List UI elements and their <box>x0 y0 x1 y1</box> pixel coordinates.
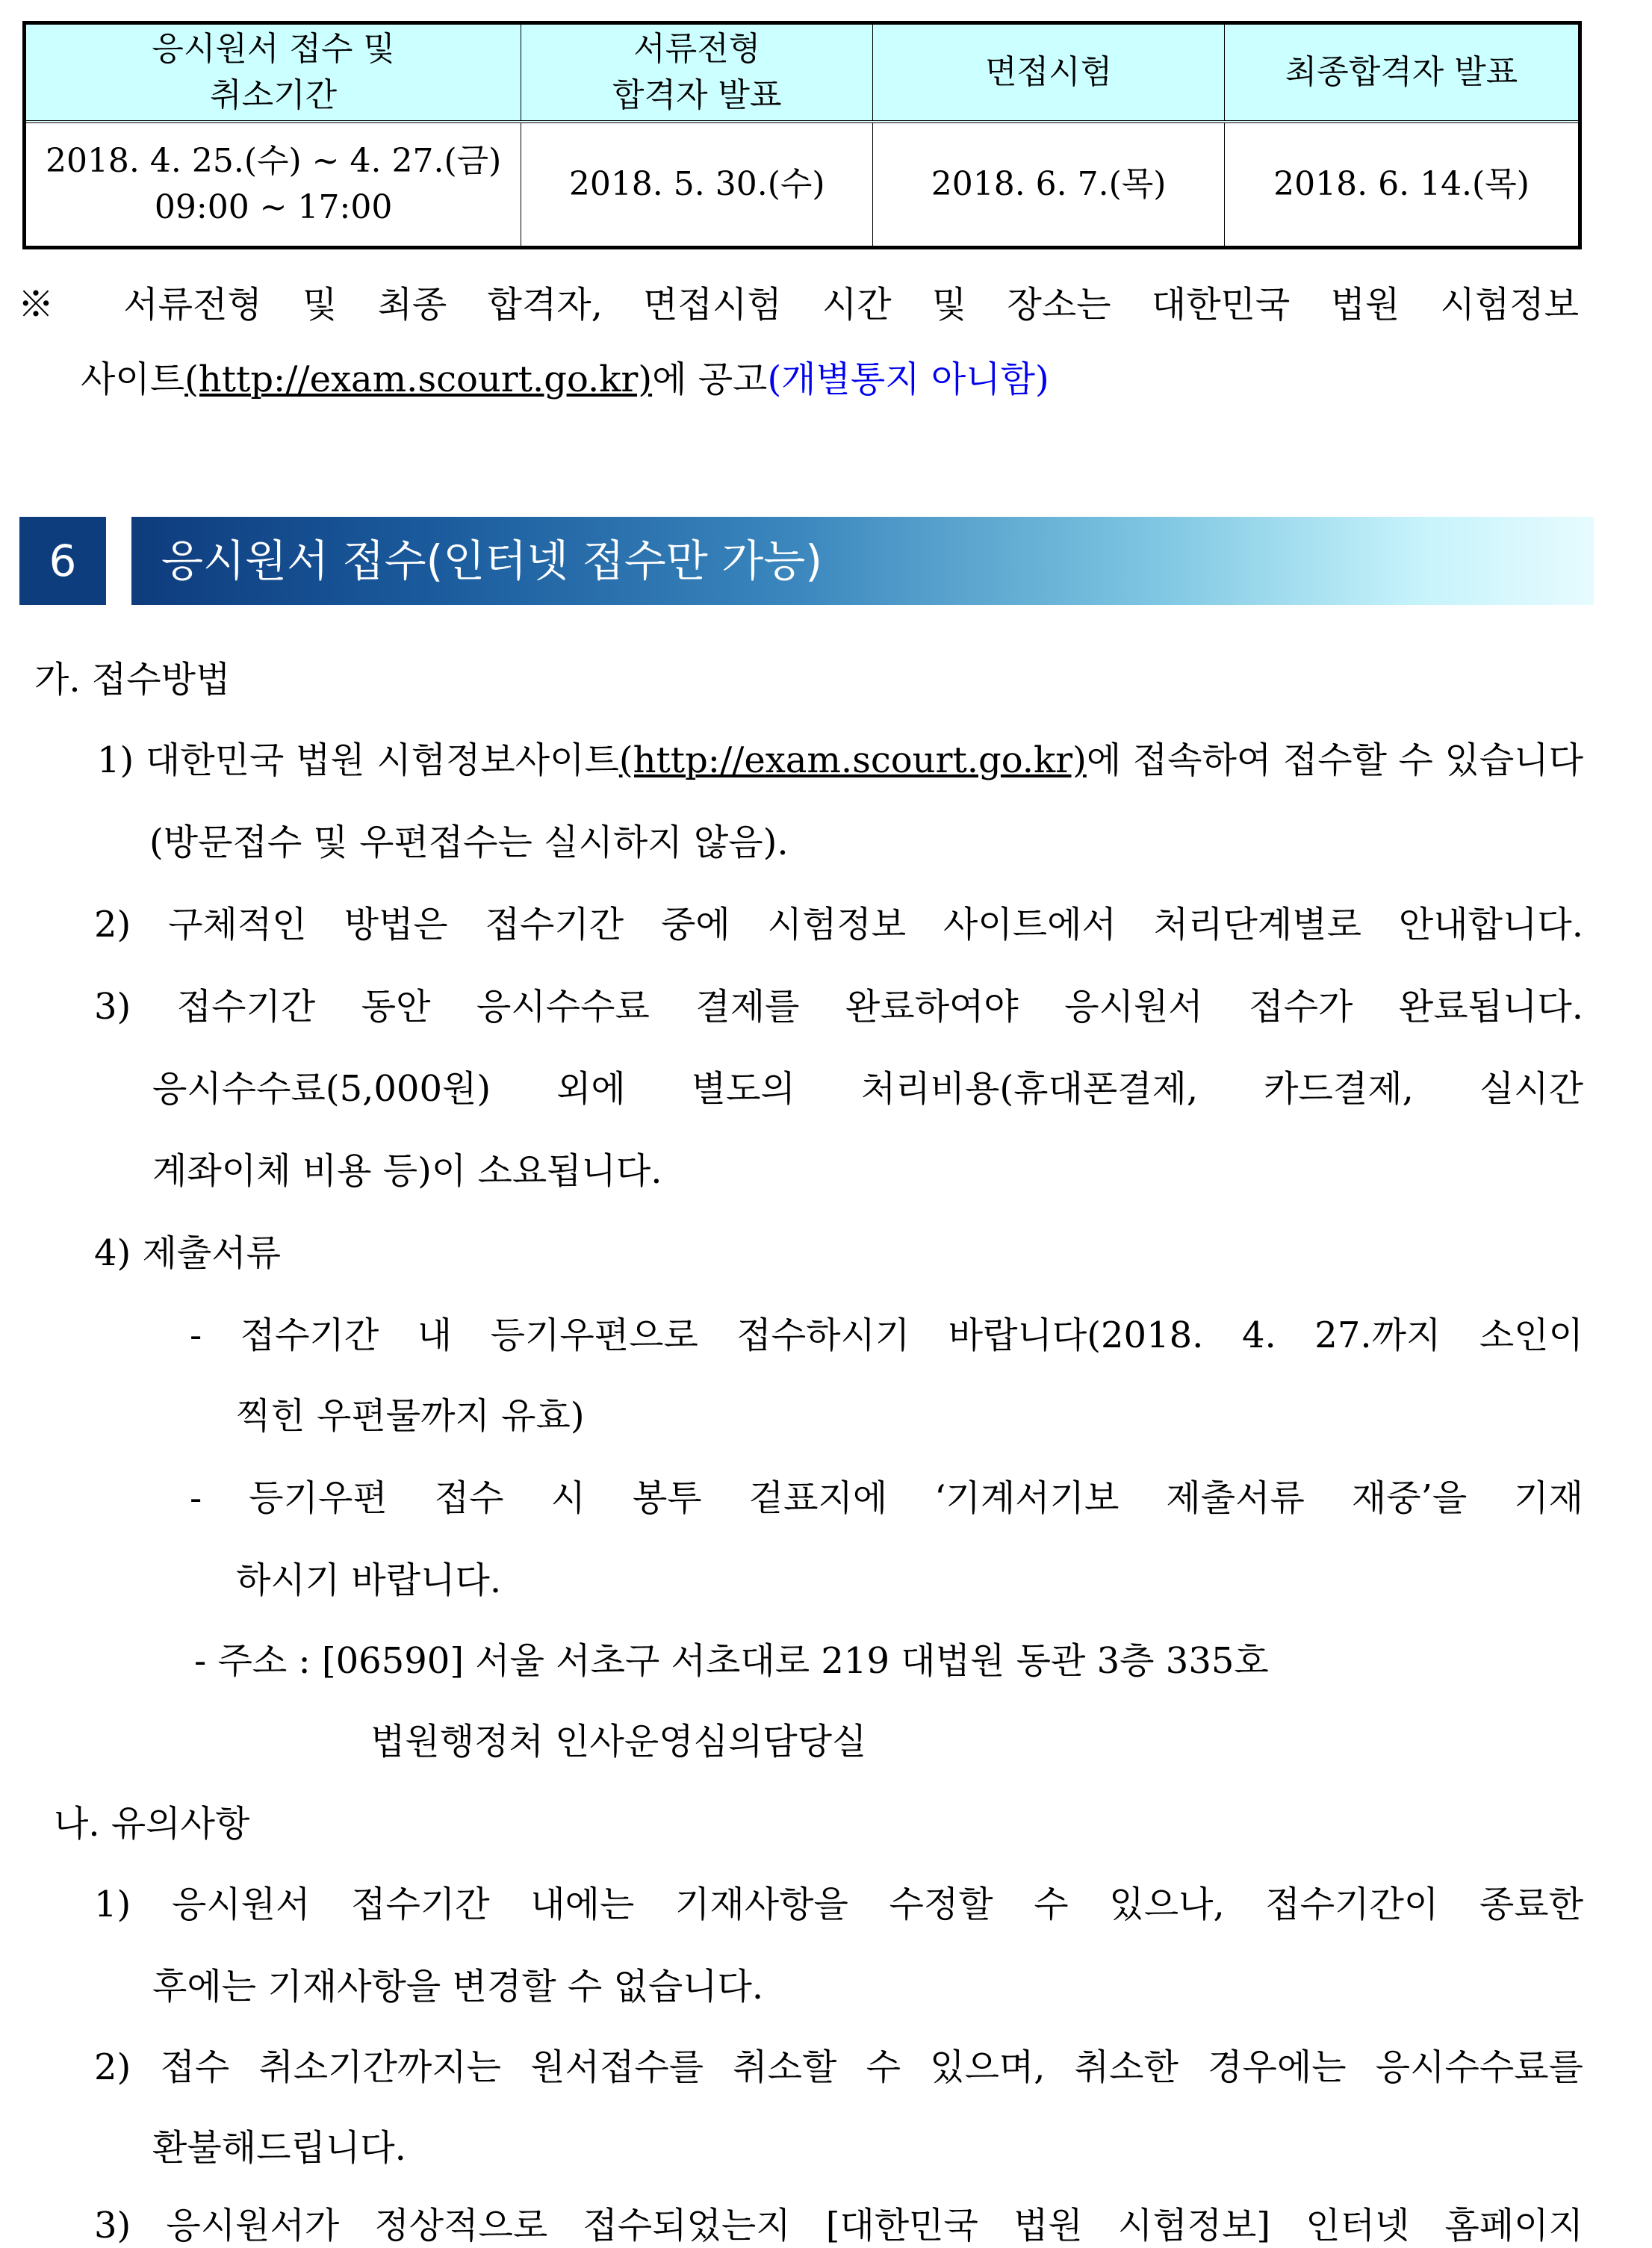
subsection-heading: 가. 접수방법 <box>34 659 231 701</box>
list-item: 2) 구체적인 방법은 접수기간 중에 시험정보 사이트에서 처리단계별로 안내합니다. <box>94 904 1583 946</box>
list-item <box>97 738 1583 783</box>
list-item-cont: (방문접수 및 우편접수는 실시하지 않음). <box>149 822 789 863</box>
section-number: 6 <box>19 517 106 605</box>
list-item-cont: 후에는 기재사항을 변경할 수 없습니다. <box>152 1966 764 2008</box>
schedule-header-cell: 최종합격자 발표 <box>1225 23 1580 122</box>
notice-line <box>81 357 1049 402</box>
address-line: 법원행정처 인사운영심의담당실 <box>370 1721 867 1763</box>
schedule-header-cell: 응시원서 접수 및 취소기간 <box>25 23 521 122</box>
list-item: 1) 응시원서 접수기간 내에는 기재사항을 수정할 수 있으나, 접수기간이 종료한 <box>94 1884 1583 1925</box>
schedule-header-cell: 서류전형 합격자 발표 <box>521 23 873 122</box>
list-item: 2) 접수 취소기간까지는 원서접수를 취소할 수 있으며, 취소한 경우에는 응시수수료를 <box>94 2046 1583 2088</box>
list-item-cont: 계좌이체 비용 등)이 소요됩니다. <box>152 1150 662 1192</box>
sub-item-cont: 찍힌 우편물까지 유효) <box>236 1395 585 1437</box>
schedule-value-cell: 2018. 4. 25.(수) ~ 4. 27.(금) 09:00 ~ 17:00 <box>25 122 521 248</box>
section-title: 응시원서 접수(인터넷 접수만 가능) <box>131 517 1594 605</box>
schedule-header-cell: 면접시험 <box>873 23 1225 122</box>
list-item-cont: 환불해드립니다. <box>152 2127 406 2169</box>
sub-item: - 접수기간 내 등기우편으로 접수하시기 바랍니다(2018. 4. 27.까지 소인이 <box>190 1314 1583 1356</box>
notice-text: 사이트 <box>81 358 185 400</box>
schedule-value-cell: 2018. 6. 14.(목) <box>1225 122 1580 248</box>
list-text: 에 접속하여 접수할 수 있습니다 <box>1086 739 1583 781</box>
schedule-value-cell: 2018. 6. 7.(목) <box>873 122 1225 248</box>
schedule-value-row <box>25 122 1580 248</box>
notice-text: 에 공고 <box>652 358 768 400</box>
list-item: 4) 제출서류 <box>94 1232 281 1274</box>
list-item-cont: 응시수수료(5,000원) 외에 별도의 처리비용(휴대폰결제, 카드결제, 실시간 <box>152 1068 1583 1110</box>
sub-item-cont: 하시기 바랍니다. <box>236 1559 502 1601</box>
exam-site-link[interactable]: (http://exam.scourt.go.kr) <box>618 739 1087 781</box>
address-line: - 주소 : [06590] 서울 서초구 서초대로 219 대법원 동관 3층 335호 <box>194 1640 1269 1682</box>
subsection-heading: 나. 유의사항 <box>54 1803 250 1845</box>
list-text: 1) 대한민국 법원 시험정보사이트 <box>97 739 619 781</box>
notice-line: ※ 서류전형 및 최종 합격자, 면접시험 시간 및 장소는 대한민국 법원 시험정보 <box>18 284 1579 326</box>
schedule-value-cell: 2018. 5. 30.(수) <box>521 122 873 248</box>
list-item: 3) 응시원서가 정상적으로 접수되었는지 [대한민국 법원 시험정보] 인터넷 홈페이지 <box>94 2205 1583 2247</box>
sub-item: - 등기우편 접수 시 봉투 겉표지에 ‘기계서기보 제출서류 재중’을 기재 <box>190 1477 1583 1519</box>
exam-site-link[interactable]: (http://exam.scourt.go.kr) <box>184 358 653 400</box>
schedule-table <box>22 21 1582 249</box>
schedule-header-row <box>25 23 1580 122</box>
notice-paren: (개별통지 아니함) <box>767 358 1049 400</box>
list-item: 3) 접수기간 동안 응시수수료 결제를 완료하여야 응시원서 접수가 완료됩니다. <box>94 986 1583 1028</box>
